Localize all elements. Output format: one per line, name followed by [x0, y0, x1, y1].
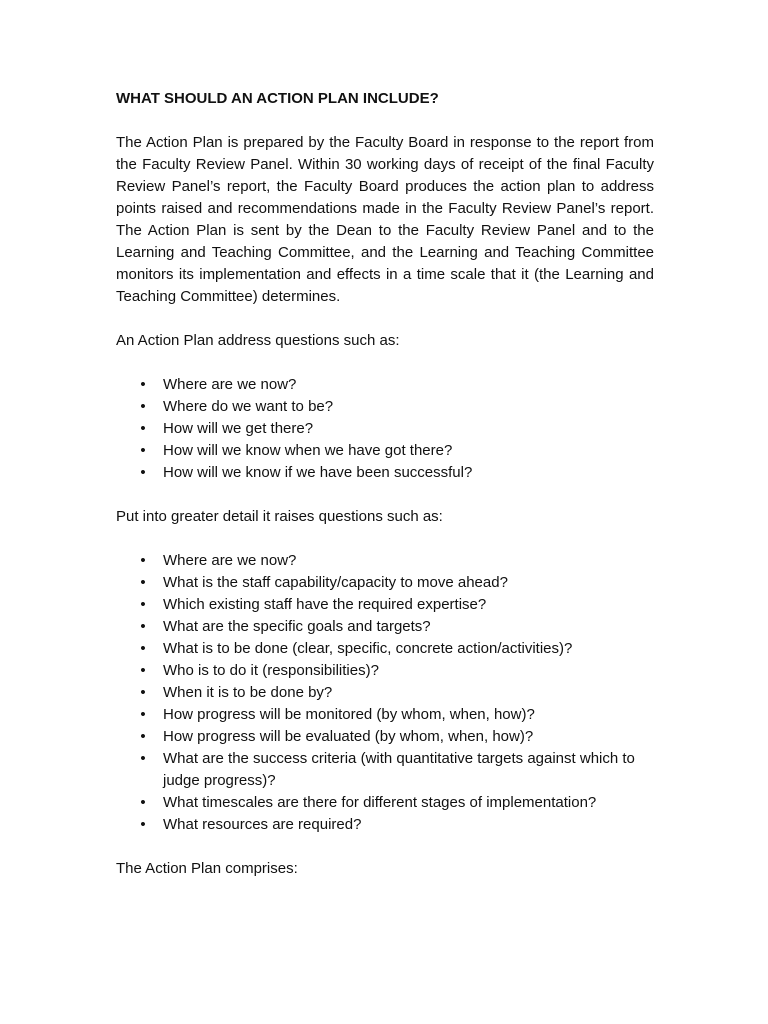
list-item-text: What are the specific goals and targets?	[163, 618, 431, 635]
spacer	[116, 484, 654, 506]
list-item-text: How progress will be monitored (by whom, when, how)?	[163, 706, 535, 723]
bullet-icon: •	[140, 728, 146, 745]
spacer	[116, 308, 654, 330]
bullet-icon: •	[140, 596, 146, 613]
list-item-text: Where are we now?	[163, 376, 297, 393]
list-item-text: What are the success criteria (with quantitative targets against which to judge progress)?	[163, 750, 635, 789]
bullet-icon: •	[140, 618, 146, 635]
list-item-text: What is to be done (clear, specific, concrete action/activities)?	[163, 640, 573, 657]
bullet-icon: •	[140, 706, 146, 723]
spacer	[116, 110, 654, 132]
list-item-text: What timescales are there for different stages of implementation?	[163, 794, 597, 811]
list-item	[116, 638, 654, 660]
list-item	[116, 726, 654, 748]
detail-intro: Put into greater detail it raises questions such as:	[116, 508, 443, 525]
bullet-icon: •	[140, 464, 146, 481]
intro-paragraph: The Action Plan is prepared by the Faculty Board in response to the report from the Faculty Review Panel. Within 30 working days of receipt of the final Faculty Review Panel’s report, the Faculty Board produces the action plan to address points raised and recommendations made in the Faculty Review Panel’s report. The Action Plan is sent by the Dean to the Faculty Review Panel and to the Learning and Teaching Committee, and the Learning and Teaching Committee monitors its implementation and effects in a time scale that it (the Learning and Teaching Committee) determines.	[116, 134, 654, 305]
list-item-text: How will we know when we have got there?	[163, 442, 453, 459]
list-item-text: When it is to be done by?	[163, 684, 333, 701]
list-item-text: How progress will be evaluated (by whom, when, how)?	[163, 728, 534, 745]
bullet-icon: •	[140, 816, 146, 833]
bullet-icon: •	[140, 442, 146, 459]
list-item-text: Where do we want to be?	[163, 398, 334, 415]
comprises-line: The Action Plan comprises:	[116, 860, 298, 877]
list-item-text: Who is to do it (responsibilities)?	[163, 662, 379, 679]
spacer	[116, 528, 654, 550]
detail-questions-list	[116, 550, 654, 836]
bullet-icon: •	[140, 662, 146, 679]
list-item	[116, 374, 654, 396]
list-item	[116, 396, 654, 418]
list-item-text: How will we know if we have been successful?	[163, 464, 473, 481]
bullet-icon: •	[140, 640, 146, 657]
list-item	[116, 418, 654, 440]
list-item	[116, 616, 654, 638]
list-item	[116, 814, 654, 836]
spacer	[116, 352, 654, 374]
list-item-text: Which existing staff have the required expertise?	[163, 596, 487, 613]
bullet-icon: •	[140, 684, 146, 701]
questions-intro: An Action Plan address questions such as:	[116, 332, 400, 349]
bullet-icon: •	[140, 574, 146, 591]
questions-list	[116, 374, 654, 484]
bullet-icon: •	[140, 794, 146, 811]
list-item	[116, 550, 654, 572]
list-item-text: Where are we now?	[163, 552, 297, 569]
page-heading: WHAT SHOULD AN ACTION PLAN INCLUDE?	[116, 90, 439, 107]
bullet-icon: •	[140, 552, 146, 569]
list-item	[116, 462, 654, 484]
list-item-text: What is the staff capability/capacity to move ahead?	[163, 574, 508, 591]
list-item	[116, 748, 654, 792]
list-item	[116, 572, 654, 594]
list-item	[116, 594, 654, 616]
bullet-icon: •	[140, 420, 146, 437]
list-item	[116, 682, 654, 704]
document-content	[116, 88, 654, 880]
list-item	[116, 440, 654, 462]
list-item-text: How will we get there?	[163, 420, 314, 437]
list-item-text: What resources are required?	[163, 816, 362, 833]
bullet-icon: •	[140, 376, 146, 393]
spacer	[116, 836, 654, 858]
bullet-icon: •	[140, 398, 146, 415]
bullet-icon: •	[140, 750, 146, 767]
list-item	[116, 792, 654, 814]
list-item	[116, 660, 654, 682]
list-item	[116, 704, 654, 726]
